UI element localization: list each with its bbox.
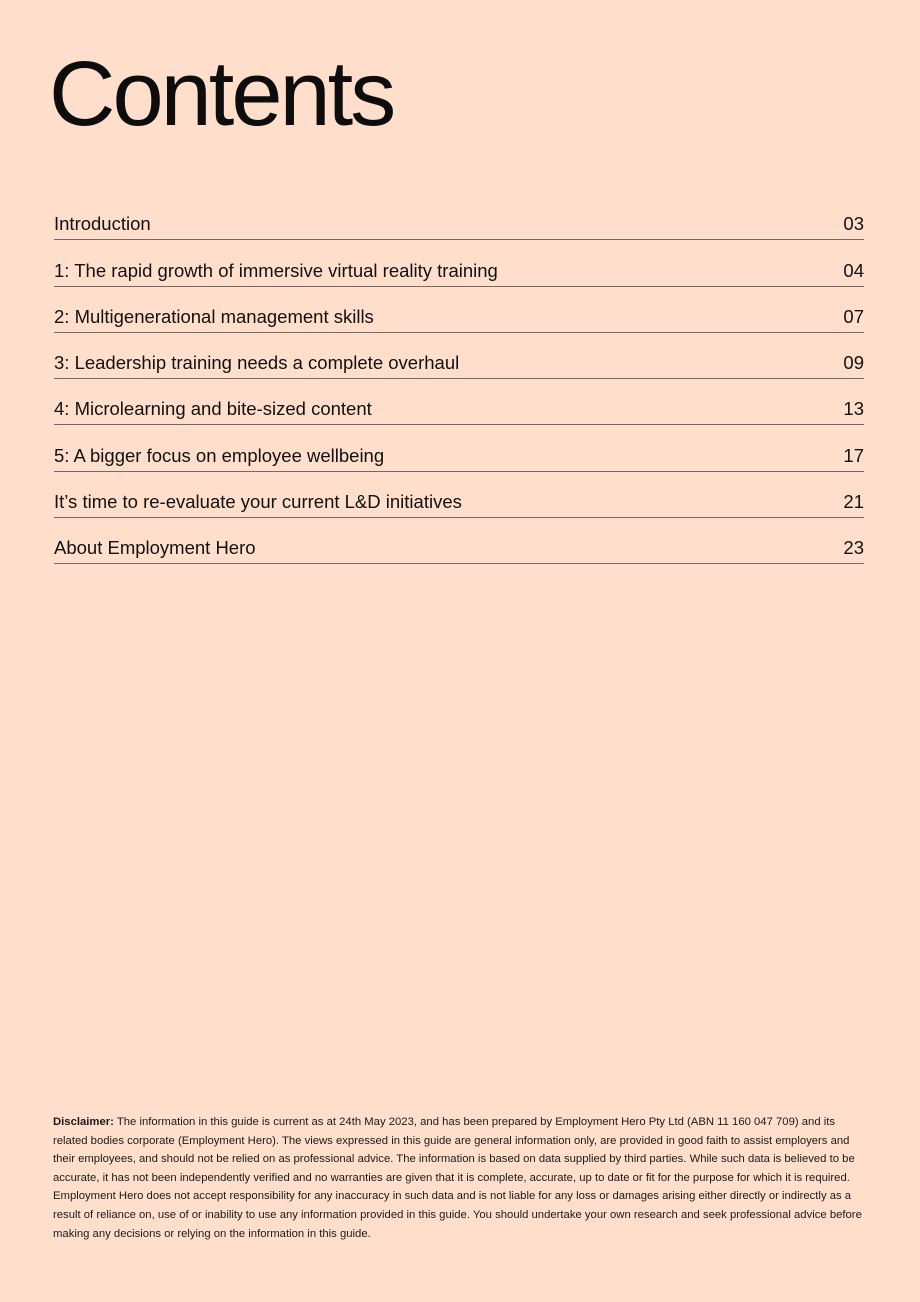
toc-entry-page-number: 13 — [843, 398, 864, 420]
toc-entry-title: 2: Multigenerational management skills — [54, 305, 374, 327]
toc-entry-introduction[interactable] — [54, 194, 864, 240]
toc-entry-employee-wellbeing[interactable] — [54, 425, 864, 471]
toc-entry-vr-training[interactable] — [54, 240, 864, 286]
toc-entry-multigenerational[interactable] — [54, 287, 864, 333]
toc-entry-title: 1: The rapid growth of immersive virtual reality training — [54, 259, 498, 281]
toc-entry-title: About Employment Hero — [54, 537, 256, 559]
disclaimer — [53, 1113, 871, 1243]
toc-entry-page-number: 17 — [843, 444, 864, 466]
disclaimer-text: The information in this guide is current as at 24th May 2023, and has been prepared by Employment Hero Pty Ltd (ABN 11 160 047 709) and its related bodies corporate (Employment Hero). The views expressed in this guide are general information only, are provided in good faith to assist employers and their employees, and should not be relied on as professional advice. The information is based on data supplied by third parties. While such data is believed to be accurate, it has not been independently verified and no warranties are given that it is complete, accurate, up to date or fit for the purpose for which it is required. Employment Hero does not accept responsibility for any inaccuracy in such data and is not liable for any loss or damages arising either directly or indirectly as a result of reliance on, use of or inability to use any information provided in this guide. You should undertake your own research and seek professional advice before making any decisions or relying on the information in this guide. — [53, 1116, 862, 1240]
toc-entry-microlearning[interactable] — [54, 379, 864, 425]
toc-entry-about[interactable] — [54, 518, 864, 564]
toc-entry-title: It’s time to re-evaluate your current L&D initiatives — [54, 491, 462, 513]
toc-entry-leadership-training[interactable] — [54, 333, 864, 379]
toc-entry-page-number: 23 — [843, 537, 864, 559]
toc-entry-title: 4: Microlearning and bite-sized content — [54, 398, 372, 420]
toc-entry-title: 5: A bigger focus on employee wellbeing — [54, 444, 385, 466]
toc-entry-page-number: 04 — [843, 259, 864, 281]
disclaimer-label: Disclaimer: — [53, 1116, 114, 1128]
page-title: Contents — [49, 43, 394, 145]
toc-entry-title: Introduction — [54, 213, 151, 235]
toc-entry-page-number: 03 — [843, 213, 864, 235]
toc-entry-page-number: 21 — [843, 491, 864, 513]
toc-entry-re-evaluate[interactable] — [54, 472, 864, 518]
toc-entry-page-number: 07 — [843, 305, 864, 327]
toc-entry-title: 3: Leadership training needs a complete overhaul — [54, 352, 460, 374]
toc-entry-page-number: 09 — [843, 352, 864, 374]
table-of-contents — [54, 194, 864, 564]
